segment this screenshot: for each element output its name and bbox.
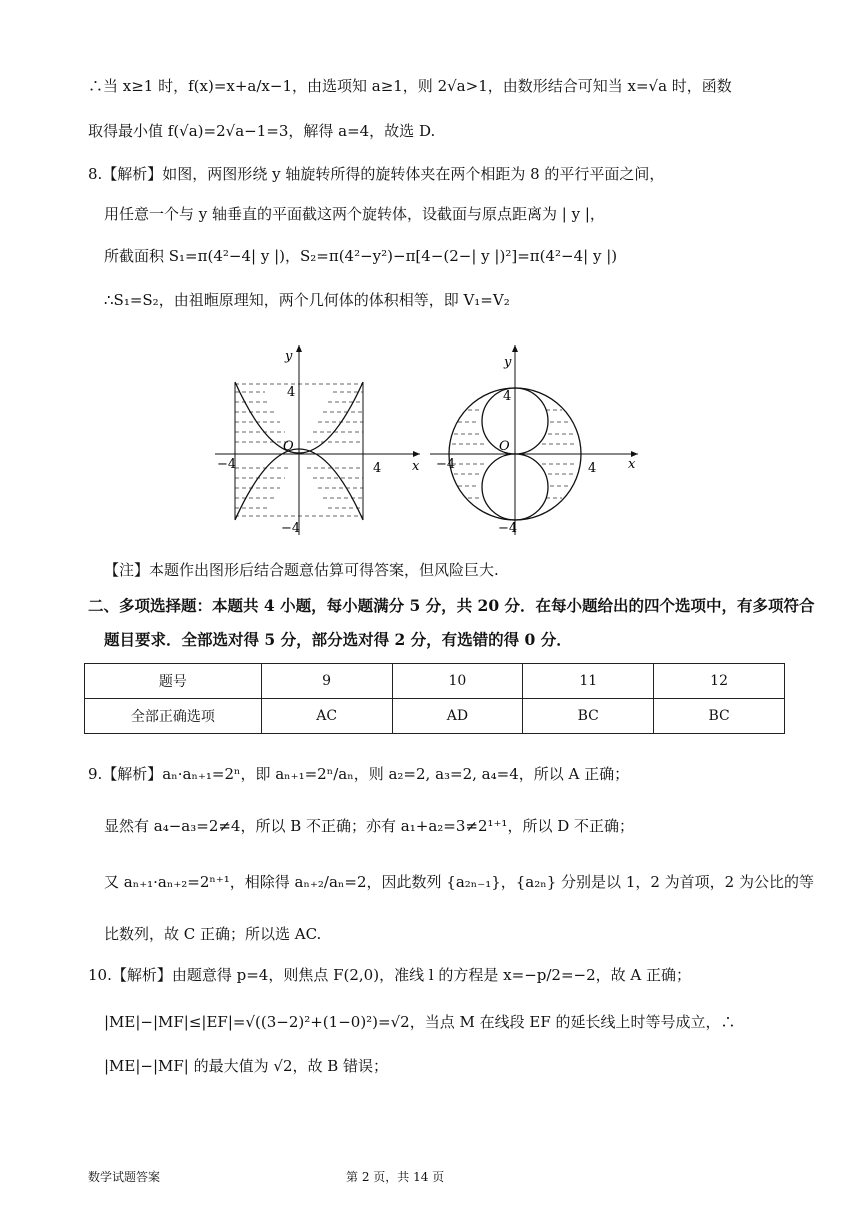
q8-line-4: ∴S₁=S₂，由祖暅原理知，两个几何体的体积相等，即 V₁=V₂ (104, 291, 510, 309)
left-origin-label: O (283, 439, 294, 454)
q10-line-2: |ME|−|MF|≤|EF|=√((3−2)²+(1−0)²)=√2，当点 M 在线段 EF 的延长线上时等号成立，∴ (104, 1013, 736, 1031)
footer-page-number: 第 2 页，共 14 页 (346, 1170, 445, 1184)
table-cell: BC (654, 699, 785, 734)
section-2-title: 二、多项选择题：本题共 4 小题，每小题满分 5 分，共 20 分．在每小题给出的四个选项中，有多项符合 (88, 596, 815, 615)
table-cell: AC (261, 699, 392, 734)
left-y-label: y (285, 349, 293, 364)
table-cell: BC (523, 699, 654, 734)
table-cell: 题号 (85, 664, 262, 699)
right-tick-x4: 4 (588, 461, 597, 476)
left-tick-neg4: −4 (281, 521, 301, 536)
answer-table (84, 663, 785, 734)
q9-line-1: 9.【解析】aₙ·aₙ₊₁=2ⁿ，即 aₙ₊₁=2ⁿ/aₙ，则 a₂=2, a₃=2, a₄=4，所以 A 正确； (88, 765, 630, 783)
right-tick-neg4: −4 (498, 521, 518, 536)
left-x-label: x (412, 459, 420, 474)
figure-left-parabolas (215, 340, 430, 540)
right-y-label: y (504, 355, 512, 370)
text-line-1: ∴当 x≥1 时，f(x)=x+a/x−1，由选项知 a≥1，则 2√a>1，由数形结合可知当 x=√a 时，函数 (88, 77, 732, 95)
table-cell: 9 (261, 664, 392, 699)
q8-line-3: 所截面积 S₁=π(4²−4| y |)，S₂=π(4²−y²)−π[4−(2−| y |)²]=π(4²−4| y |) (104, 247, 618, 265)
table-cell: 全部正确选项 (85, 699, 262, 734)
text-line-2: 取得最小值 f(√a)=2√a−1=3，解得 a=4，故选 D. (88, 122, 436, 140)
table-cell: AD (392, 699, 523, 734)
q10-line-1: 10.【解析】由题意得 p=4，则焦点 F(2,0)，准线 l 的方程是 x=−p/2=−2，故 A 正确； (88, 966, 692, 984)
left-tick-x4: 4 (373, 461, 382, 476)
table-cell: 12 (654, 664, 785, 699)
table-cell: 10 (392, 664, 523, 699)
right-x-label: x (628, 457, 636, 472)
table-cell: 11 (523, 664, 654, 699)
right-tick-4: 4 (503, 389, 512, 404)
right-origin-label: O (499, 439, 510, 454)
q8-heading: 8.【解析】如图，两图形绕 y 轴旋转所得的旋转体夹在两个相距为 8 的平行平面之间， (88, 165, 665, 183)
right-tick-xneg4: −4 (436, 457, 456, 472)
q9-line-4: 比数列，故 C 正确；所以选 AC. (104, 925, 322, 943)
left-tick-4: 4 (287, 385, 296, 400)
left-tick-xneg4: −4 (217, 457, 237, 472)
footer-left: 数学试题答案 (88, 1170, 161, 1184)
q8-note: 【注】本题作出图形后结合题意估算可得答案，但风险巨大. (104, 561, 499, 579)
q9-line-2: 显然有 a₄−a₃=2≠4，所以 B 不正确；亦有 a₁+a₂=3≠2¹⁺¹，所以 D 不正确； (104, 817, 635, 835)
q8-line-2: 用任意一个与 y 轴垂直的平面截这两个旋转体，设截面与原点距离为 | y |， (104, 205, 605, 223)
q10-line-3: |ME|−|MF| 的最大值为 √2，故 B 错误； (104, 1057, 389, 1075)
figure-right-circles (430, 340, 645, 540)
section-2-title-cont: 题目要求．全部选对得 5 分，部分选对得 2 分，有选错的得 0 分． (104, 630, 572, 649)
table-row (85, 699, 785, 734)
q9-line-3: 又 aₙ₊₁·aₙ₊₂=2ⁿ⁺¹，相除得 aₙ₊₂/aₙ=2，因此数列 {a₂ₙ₋₁}，{a₂ₙ} 分别是以 1，2 为首项，2 为公比的等 (104, 873, 814, 891)
table-row (85, 664, 785, 699)
